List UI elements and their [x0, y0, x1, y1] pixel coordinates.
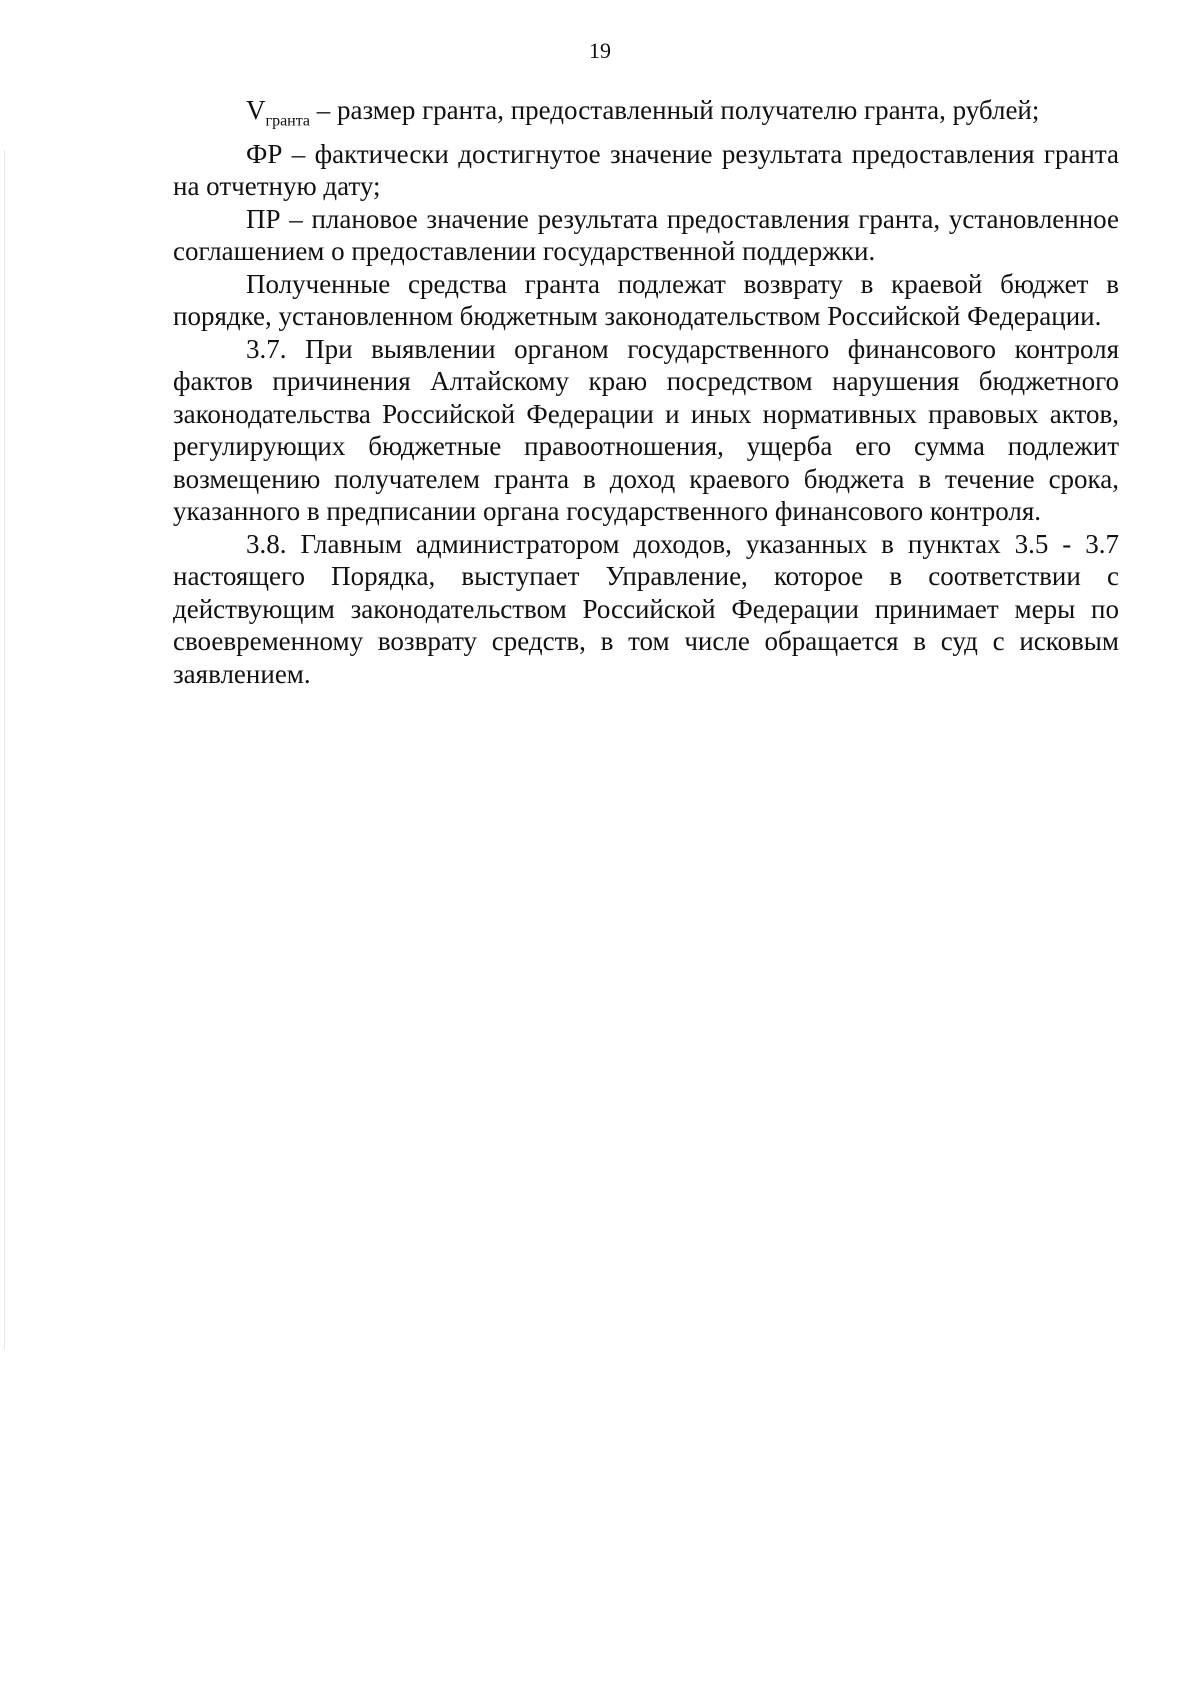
formula-symbol: ФР	[246, 138, 283, 169]
page-number: 19	[589, 38, 611, 63]
paragraph-3-8: 3.8. Главным администратором доходов, указанных в пунктах 3.5 - 3.7 настоящего Порядка, выступает Управление, которое в соответствии с действующим законодательством Российской Федерации принимает меры по своевременному возврату средств, в том числе обращается в суд с исковым заявлением.	[173, 528, 1119, 689]
definition-fr	[173, 138, 1119, 203]
scan-edge-line	[4, 150, 5, 1350]
formula-symbol: ПР	[246, 203, 281, 234]
formula-symbol: V	[246, 95, 266, 125]
definition-pr	[173, 203, 1119, 268]
definition-text: – плановое значение результата предоставления гранта, установленное соглашением о предоставлении государственной поддержки.	[173, 203, 1119, 267]
formula-subscript: гранта	[265, 112, 311, 130]
definition-text: – фактически достигнутое значение результата предоставления гранта на отчетную дату;	[173, 138, 1119, 202]
definition-text: – размер гранта, предоставленный получателю гранта, рублей;	[310, 95, 1040, 125]
document-body	[173, 94, 1119, 690]
definition-v-grant	[173, 94, 1119, 138]
paragraph-3-7: 3.7. При выявлении органом государственного финансового контроля фактов причинения Алтайскому краю посредством нарушения бюджетного законодательства Российской Федерации и иных нормативных правовых актов, регулирующих бюджетные правоотношения, ущерба его сумма подлежит возмещению получателем гранта в доход краевого бюджета в течение срока, указанного в предписании органа государственного финансового контроля.	[173, 333, 1119, 527]
paragraph-refund: Полученные средства гранта подлежат возврату в краевой бюджет в порядке, установленном бюджетным законодательством Российской Федерации.	[173, 268, 1119, 332]
